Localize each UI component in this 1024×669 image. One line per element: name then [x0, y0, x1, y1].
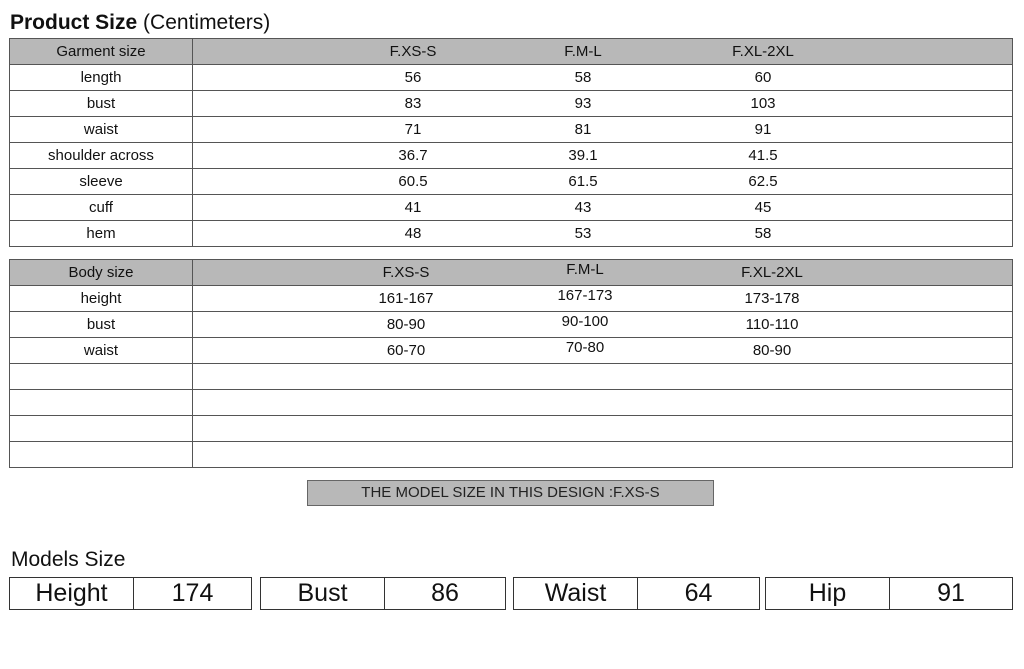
row-values [193, 221, 1013, 247]
body-header-sizes [193, 260, 1013, 286]
table-row [10, 143, 1013, 169]
cell-value: 53 [574, 225, 592, 242]
model-measure-label: Height [10, 578, 134, 609]
garment-header-label: Garment size [10, 39, 193, 65]
row-label: height [10, 286, 193, 312]
cell-value: 81 [574, 121, 592, 138]
cell-value: 173-178 [744, 290, 800, 307]
table-row [10, 312, 1013, 338]
garment-header-row [10, 39, 1013, 65]
table-row [10, 65, 1013, 91]
cell-value: 90-100 [561, 313, 609, 330]
table-row [10, 221, 1013, 247]
size-header: F.XS-S [389, 43, 437, 60]
table-row [10, 91, 1013, 117]
size-header: F.XS-S [382, 264, 430, 281]
cell-value: 167-173 [557, 287, 613, 304]
model-measure-bust [260, 577, 506, 610]
cell-value: 60-70 [386, 342, 426, 359]
body-size-table [9, 259, 1013, 468]
row-label [10, 390, 193, 416]
table-row [10, 338, 1013, 364]
cell-value: 36.7 [398, 147, 428, 164]
page-title-main: Product Size [10, 11, 138, 34]
row-label: sleeve [10, 169, 193, 195]
cell-value: 61.5 [568, 173, 598, 190]
size-header: F.XL-2XL [741, 264, 803, 281]
row-values [193, 338, 1013, 364]
model-measure-waist [513, 577, 760, 610]
row-label: bust [10, 312, 193, 338]
model-measure-height [9, 577, 252, 610]
row-values [193, 65, 1013, 91]
row-label: hem [10, 221, 193, 247]
model-measure-label: Bust [261, 578, 385, 609]
row-label: shoulder across [10, 143, 193, 169]
cell-value: 91 [754, 121, 772, 138]
row-label: waist [10, 338, 193, 364]
row-values [193, 312, 1013, 338]
model-measure-value: 91 [937, 579, 965, 607]
garment-size-table [9, 38, 1013, 247]
row-label [10, 442, 193, 468]
model-measure-value: 64 [684, 579, 713, 607]
cell-value: 56 [404, 69, 422, 86]
model-measure-hip [765, 577, 1013, 610]
table-row [10, 117, 1013, 143]
cell-value: 39.1 [568, 147, 598, 164]
cell-value: 71 [404, 121, 422, 138]
row-values [193, 169, 1013, 195]
body-header-label: Body size [10, 260, 193, 286]
model-measure-value: 86 [431, 579, 459, 607]
row-values [193, 364, 1013, 390]
table-row [10, 286, 1013, 312]
cell-value: 161-167 [378, 290, 434, 307]
row-values [193, 390, 1013, 416]
row-label: bust [10, 91, 193, 117]
row-label [10, 416, 193, 442]
row-values [193, 117, 1013, 143]
model-size-note: THE MODEL SIZE IN THIS DESIGN :F.XS-S [307, 480, 714, 506]
cell-value: 58 [754, 225, 772, 242]
cell-value: 41.5 [748, 147, 778, 164]
table-row-empty [10, 442, 1013, 468]
table-row-empty [10, 364, 1013, 390]
cell-value: 43 [574, 199, 592, 216]
model-measure-value: 174 [171, 579, 214, 607]
cell-value: 45 [754, 199, 772, 216]
row-label [10, 364, 193, 390]
garment-header-sizes [193, 39, 1013, 65]
row-values [193, 195, 1013, 221]
cell-value: 41 [404, 199, 422, 216]
row-values [193, 143, 1013, 169]
body-header-row [10, 260, 1013, 286]
table-row-empty [10, 390, 1013, 416]
row-values [193, 91, 1013, 117]
model-measure-label: Hip [766, 578, 890, 609]
cell-value: 110-110 [745, 316, 799, 333]
size-header: F.XL-2XL [732, 43, 794, 60]
model-measure-label: Waist [514, 578, 638, 609]
size-header: F.M-L [566, 261, 604, 278]
cell-value: 48 [404, 225, 422, 242]
cell-value: 70-80 [565, 339, 605, 356]
cell-value: 60.5 [398, 173, 428, 190]
table-row [10, 169, 1013, 195]
cell-value: 62.5 [748, 173, 778, 190]
cell-value: 60 [754, 69, 772, 86]
size-header: F.M-L [564, 43, 602, 60]
table-row-empty [10, 416, 1013, 442]
page-title-unit: (Centimeters) [143, 11, 271, 34]
row-label: length [10, 65, 193, 91]
cell-value: 93 [574, 95, 592, 112]
cell-value: 58 [574, 69, 592, 86]
row-values [193, 416, 1013, 442]
row-label: waist [10, 117, 193, 143]
row-values [193, 442, 1013, 468]
cell-value: 80-90 [752, 342, 792, 359]
table-row [10, 195, 1013, 221]
cell-value: 83 [404, 95, 422, 112]
row-label: cuff [10, 195, 193, 221]
row-values [193, 286, 1013, 312]
cell-value: 80-90 [386, 316, 426, 333]
page-title [10, 8, 270, 38]
cell-value: 103 [750, 95, 776, 112]
models-size-title: Models Size [11, 548, 126, 571]
